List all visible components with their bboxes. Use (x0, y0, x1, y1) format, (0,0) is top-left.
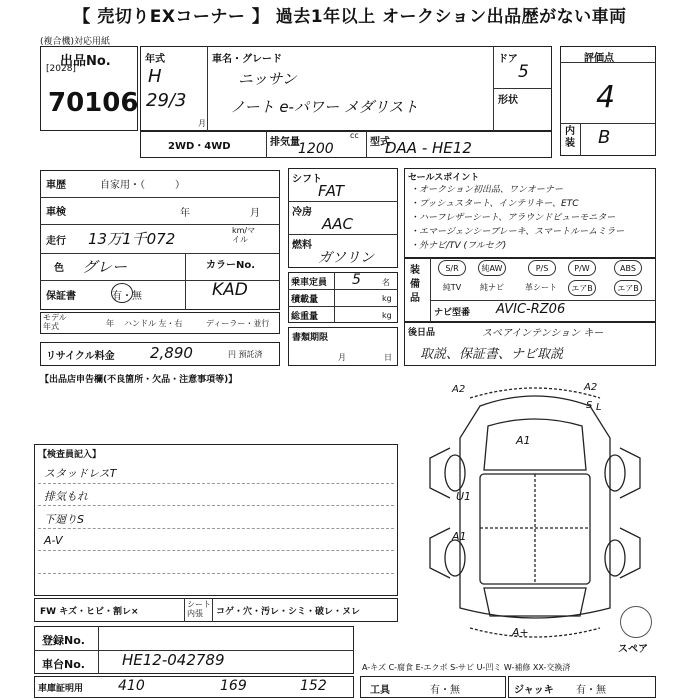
mileage-value: 13万1千072 (88, 230, 176, 248)
sales-point-item: ・ハーフレザーシート、アラウンドビューモニター (410, 213, 616, 223)
car-damage-diagram (410, 378, 660, 648)
damage-mark: L (596, 402, 602, 413)
sheet-subheader: (複合機)対応用紙 (40, 37, 111, 47)
tools-value: 有・無 (430, 685, 460, 696)
recycle-label: リサイクル料金 (46, 351, 115, 362)
shift-value: FAT (318, 182, 345, 200)
inspection-year-mark: 年 (180, 208, 190, 219)
handle-side: ハンドル 左・右 (124, 319, 183, 328)
jack-label: ジャッキ (514, 685, 554, 696)
lot-number: 70106 (48, 88, 139, 118)
inspector-note: 排気もれ (44, 490, 88, 503)
equip-oem-tv: 純TV (442, 283, 462, 292)
cooler-label: 冷房 (292, 207, 312, 218)
damage-mark: A1 (516, 434, 531, 447)
docs-day-mark: 日 (384, 353, 392, 362)
damage-mark: A2 (584, 382, 598, 393)
damage-mark: U1 (456, 490, 472, 503)
interior-label: 内装 (565, 126, 575, 149)
lot-number-label: 出品No. (60, 54, 111, 69)
equip-airbag: エアB (568, 280, 596, 296)
color-value: グレー (82, 258, 128, 276)
banner-title: 【 売切りEXコーナー 】 過去1年以上 オークション出品歴がない車両 (73, 7, 627, 27)
sales-point-item: ・オークション初出品、ワンオーナー (410, 185, 563, 195)
aftermarket-label: 後日品 (408, 328, 436, 338)
model-type-value: DAA - HE12 (385, 139, 472, 157)
inspection-label: 車検 (46, 207, 66, 218)
equip-power-windows: P/W (568, 260, 596, 276)
tools-label: 工具 (370, 685, 390, 696)
sales-point-item: ・プッシュスタート、インテリキー、ETC (410, 199, 579, 209)
model-name-label: 車名・グレード (212, 54, 282, 65)
year-era: H (148, 66, 162, 87)
color-no-label: カラーNo. (206, 260, 256, 271)
navi-model-label: ナビ型番 (434, 308, 471, 318)
equip-alloy-wheels: 純AW (478, 260, 506, 276)
seat-condition: コゲ・穴・汚レ・シミ・破レ・ヌレ (216, 607, 361, 617)
jack-value: 有・無 (576, 685, 606, 696)
score-label: 評価点 (584, 53, 614, 64)
damage-mark: A1 (452, 530, 467, 543)
inspector-note: 下廻りS (44, 513, 84, 526)
load-label: 積載量 (291, 295, 319, 305)
mileage-unit: km/マイル (232, 226, 256, 244)
chassis-label: 車台No. (42, 658, 85, 671)
displacement-value: 1200 (298, 141, 334, 157)
mileage-label: 走行 (46, 236, 66, 247)
capacity-value: 5 (352, 272, 361, 288)
notes-header: 【出品店申告欄(不良箇所・欠品・注意事項等)】 (40, 375, 238, 385)
seat-label: シート内張 (187, 600, 211, 618)
spare-label: スペア (618, 644, 648, 655)
model-type-label: 型式 (370, 137, 390, 148)
year-label: 年式 (145, 54, 165, 65)
equip-power-steering: P/S (528, 260, 556, 276)
fw-condition: FW キズ・ヒビ・割レ× (40, 607, 139, 617)
damage-mark: A+ (512, 626, 529, 639)
aftermarket-docs: 取説、保証書、ナビ取説 (420, 347, 564, 362)
year-month-mark: 月 (198, 119, 206, 128)
shape-label: 形状 (498, 95, 518, 106)
dealer-type: ディーラー・並行 (206, 319, 270, 328)
interior-value: B (598, 127, 611, 148)
fuel-label: 燃料 (292, 240, 312, 251)
capacity-unit: 名 (382, 278, 390, 287)
history-label: 車歴 (46, 180, 66, 191)
year-value: 29/3 (146, 90, 187, 111)
sales-point-item: ・外ナビ/TV (フルセグ) (410, 241, 507, 251)
equipment-label: 装備品 (410, 265, 420, 304)
damage-legend: A-キズ C-腐食 E-エクボ S-サビ U-凹ミ W-補修 XX-交換済 (362, 663, 571, 672)
color-no-value: KAD (212, 280, 248, 300)
inspector-label: 【検査員記入】 (38, 450, 102, 460)
inspector-note: スタッドレスT (44, 467, 117, 480)
model-maker: ニッサン (238, 70, 297, 88)
doors-value: 5 (518, 62, 529, 82)
sales-points-label: セールスポイント (408, 173, 480, 183)
doors-label: ドア (498, 54, 518, 65)
aftermarket-value: スペアインテンション キー (482, 328, 604, 339)
color-label: 色 (54, 263, 64, 274)
cooler-value: AAC (322, 215, 353, 233)
equip-sunroof: S/R (438, 260, 466, 276)
certificate-length: 410 (118, 678, 145, 694)
shift-label: シフト (292, 174, 322, 185)
certificate-width: 169 (220, 678, 247, 694)
load-unit: kg (382, 294, 392, 303)
docs-label: 書類期限 (292, 333, 329, 343)
displacement-unit: cc (350, 131, 359, 140)
docs-month-mark: 月 (338, 353, 346, 362)
gross-label: 総重量 (291, 312, 319, 322)
drive-type: 2WD・4WD (168, 141, 231, 152)
model-grade: ノート e-パワー メダリスト (230, 98, 419, 116)
sales-point-item: ・エマージェンシーブレーキ、スマートルームミラー (410, 227, 625, 237)
damage-mark: A2 (452, 384, 466, 395)
warranty-circle-mark (111, 283, 133, 303)
warranty-label: 保証書 (46, 291, 76, 302)
registration-label: 登録No. (42, 634, 85, 647)
score-value: 4 (596, 80, 616, 115)
certificate-height: 152 (300, 678, 327, 694)
model-year-mark: 年 (106, 319, 114, 328)
warranty-value: 有・無 (112, 291, 142, 302)
fuel-value: ガソリン (318, 250, 374, 266)
recycle-value: 2,890 (150, 344, 193, 362)
inspection-month-mark: 月 (250, 208, 260, 219)
damage-mark: S (586, 400, 593, 411)
spare-tire-icon (620, 606, 652, 638)
recycle-unit: 円 預託済 (228, 350, 263, 359)
model-year-label: モデル年式 (43, 313, 67, 331)
equip-airbag-2: エアB (614, 280, 642, 296)
chassis-value: HE12-042789 (122, 651, 225, 669)
history-value: 自家用・（ ） (100, 180, 185, 191)
certificate-label: 車庫証明用 (38, 684, 84, 694)
equip-oem-navi: 純ナビ (480, 283, 504, 292)
inspector-note: A-V (44, 534, 63, 547)
lot-stamp: [2028] (46, 64, 76, 74)
gross-unit: kg (382, 311, 392, 320)
displacement-label: 排気量 (270, 137, 300, 148)
capacity-label: 乗車定員 (291, 278, 328, 288)
equip-leather-seat: 革シート (525, 283, 557, 292)
equip-abs: ABS (614, 260, 642, 276)
navi-model-value: AVIC-RZ06 (496, 302, 566, 317)
